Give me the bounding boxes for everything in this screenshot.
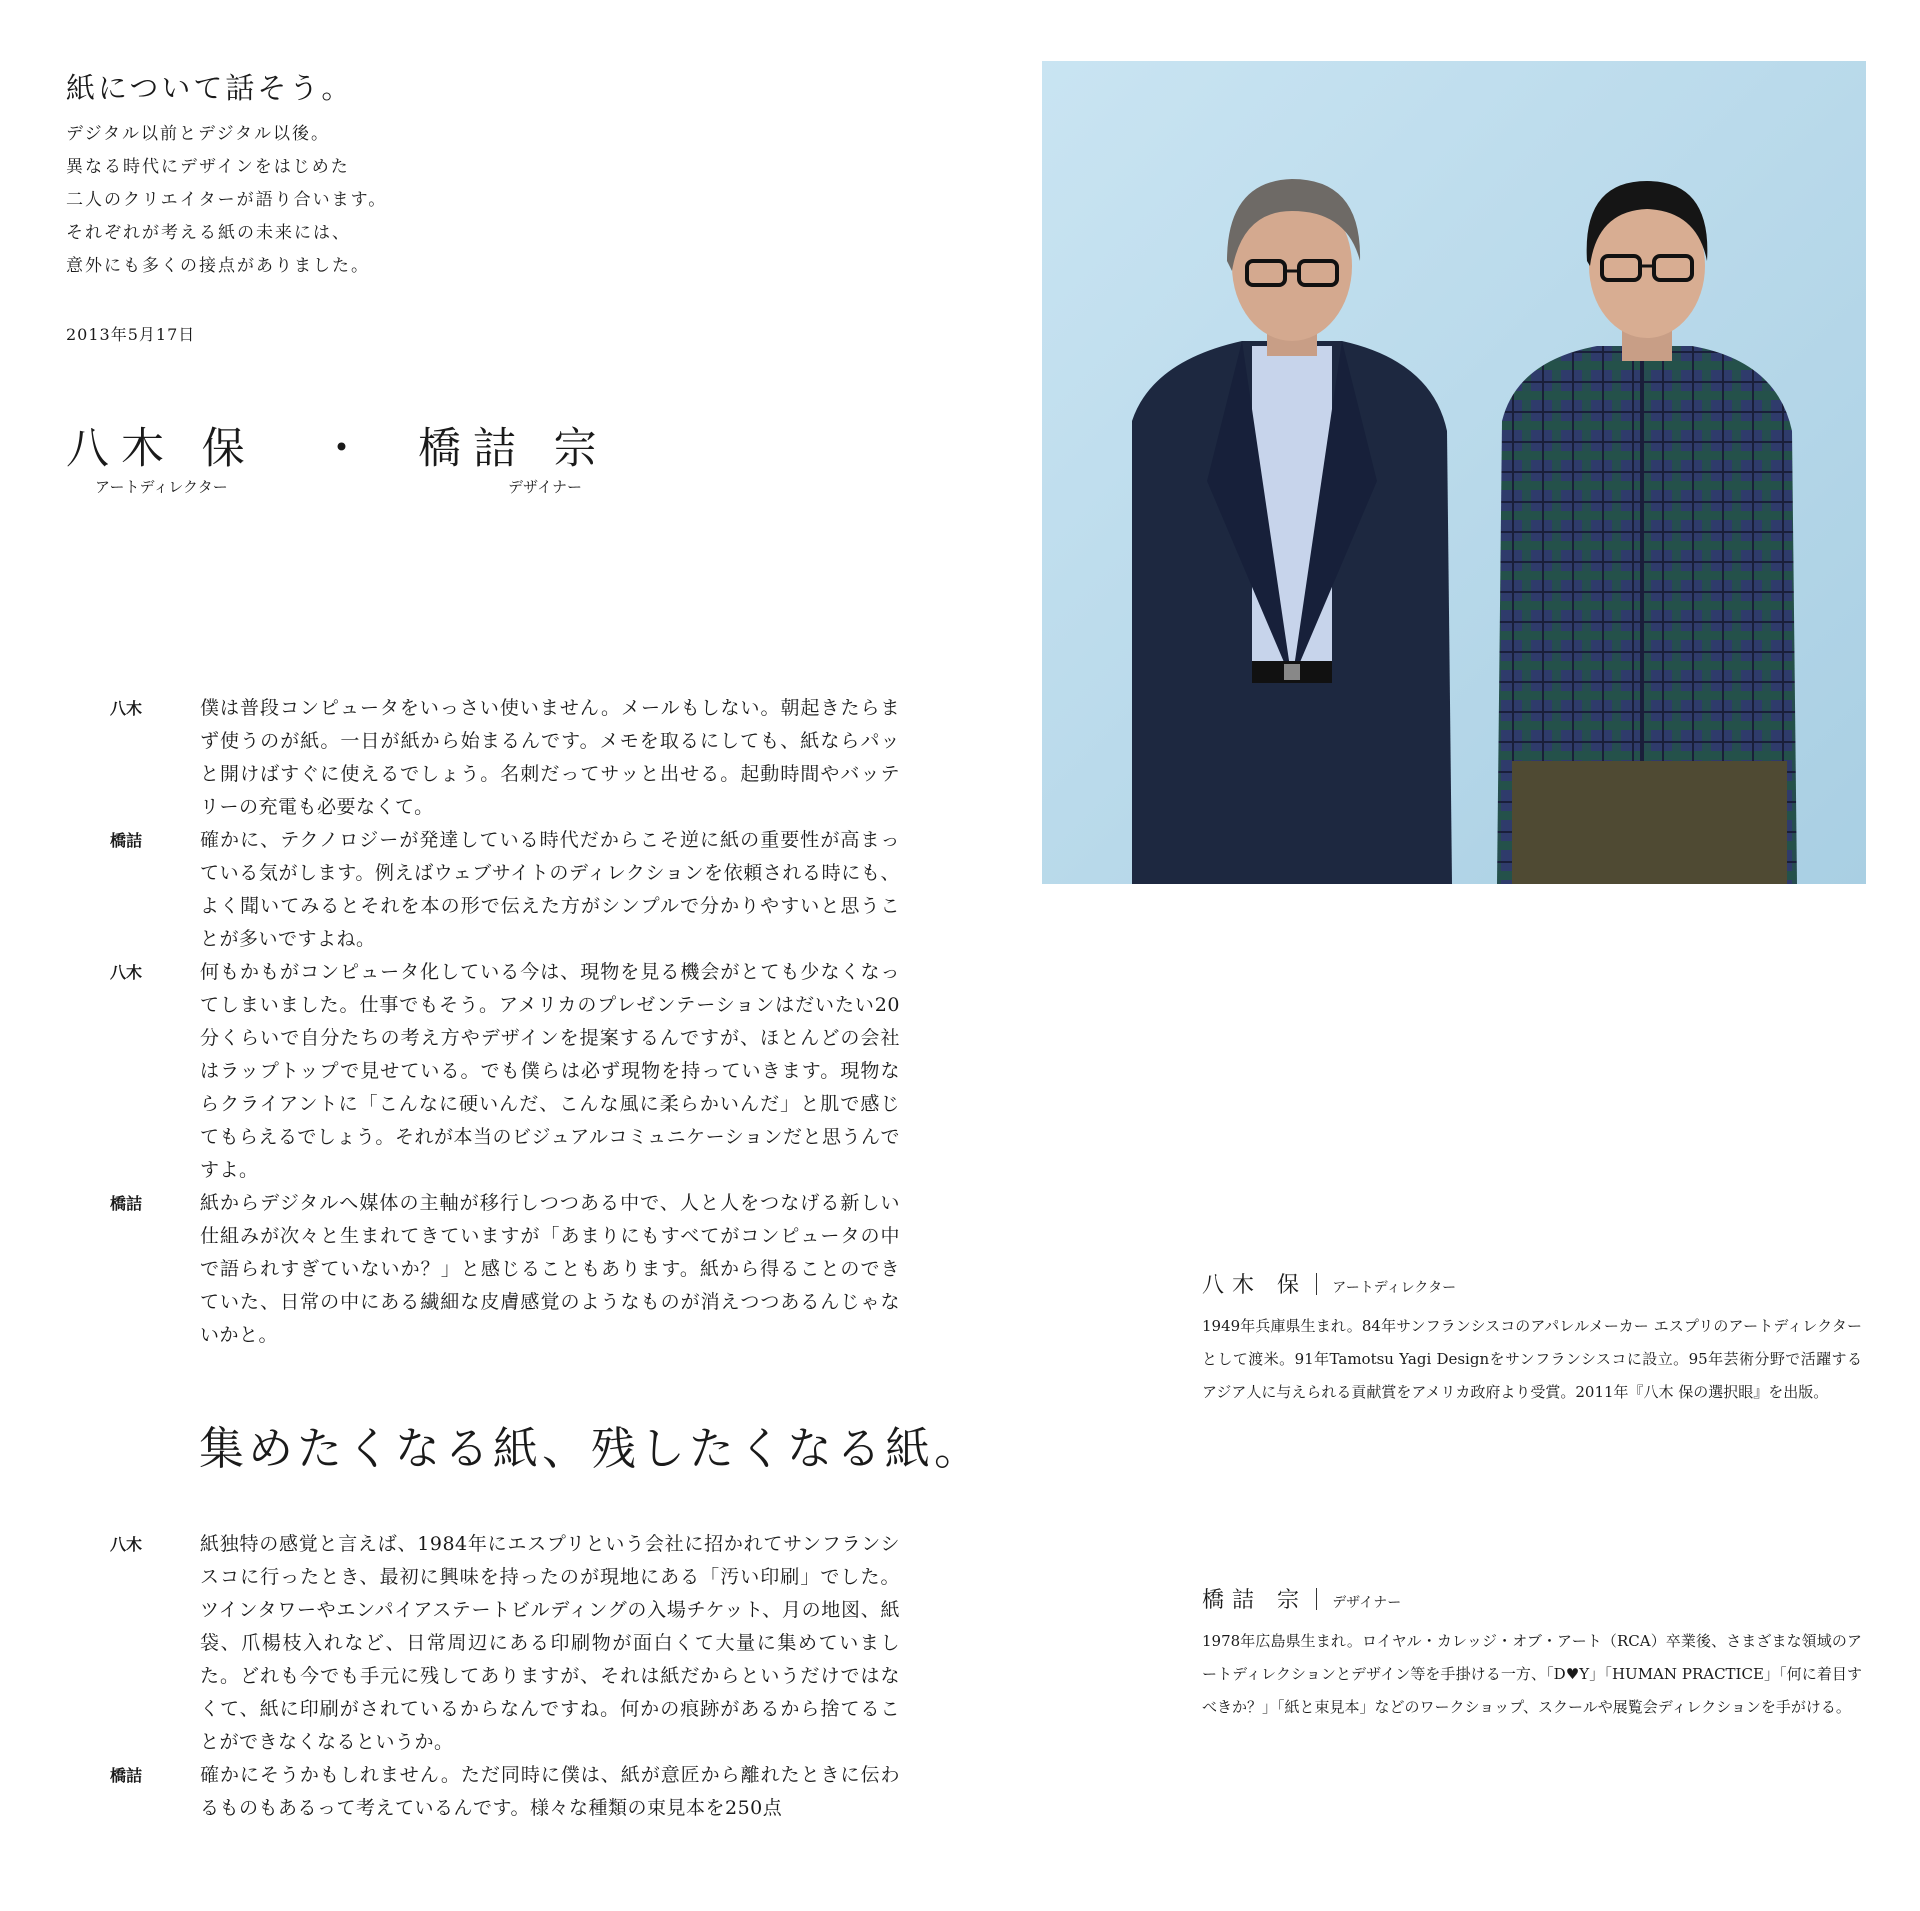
bio-header (1202, 1583, 1862, 1619)
dialogue-text: 紙からデジタルへ媒体の主軸が移行しつつある中で、人と人をつなげる新しい仕組みが次々と生まれてきていますが「あまりにもすべてがコンピュータの中で語られすぎていないか？」と感じることもあります。紙から得ることのできていた、日常の中にある繊細な皮膚感覚のようなものが消えつつあるんじゃないかと。 (200, 1192, 900, 1346)
person-role-hashizume: デザイナー (508, 478, 582, 496)
portrait-illustration (1042, 61, 1866, 884)
bio-yagi (1202, 1268, 1862, 1409)
bio-hashizume (1202, 1583, 1862, 1724)
bio-divider (1316, 1588, 1317, 1610)
lead-line: 意外にも多くの接点がありました。 (66, 256, 370, 276)
person-name-hashizume: 橋詰 宗 (418, 424, 609, 474)
speaker-label: 橋詰 (110, 1766, 143, 1785)
bio-name: 八木 保 (1202, 1273, 1307, 1298)
dialogue-turn (110, 1187, 900, 1352)
speaker-label: 八木 (110, 699, 143, 718)
dialogue-text: 確かにそうかもしれません。ただ同時に僕は、紙が意匠から離れたときに伝わるものもあるって考えているんです。様々な種類の束見本を250点 (200, 1764, 900, 1819)
lead-text (66, 118, 466, 283)
bio-header (1202, 1268, 1862, 1304)
person-role-yagi: アートディレクター (95, 478, 228, 496)
bio-role: デザイナー (1332, 1595, 1402, 1611)
dialogue-turn (110, 956, 900, 1187)
article-date: 2013年5月17日 (66, 325, 196, 344)
dialogue-turn (110, 1528, 900, 1759)
lead-line: デジタル以前とデジタル以後。 (66, 124, 330, 144)
dialogue-text: 確かに、テクノロジーが発達している時代だからこそ逆に紙の重要性が高まっている気がします。例えばウェブサイトのディレクションを依頼される時にも、よく聞いてみるとそれを本の形で伝えた方がシンプルで分かりやすいと思うことが多いですよね。 (200, 829, 900, 950)
bio-name: 橋詰 宗 (1202, 1588, 1307, 1613)
dialogue-section (110, 1528, 900, 1825)
portrait-photo (1042, 61, 1866, 884)
section-subheading: 集めたくなる紙、残したくなる紙。 (199, 1422, 984, 1475)
dialogue-turn (110, 824, 900, 956)
lead-line: それぞれが考える紙の未来には、 (66, 223, 351, 243)
bio-role: アートディレクター (1332, 1280, 1457, 1296)
bio-text: 1949年兵庫県生まれ。84年サンフランシスコのアパレルメーカー エスプリのアートディレクターとして渡米。91年Tamotsu Yagi Designをサンフランシスコに設立。95年芸術分野で活躍するアジア人に与えられる貢献賞をアメリカ政府より受賞。2011年『八木 保の選択眼』を出版。 (1202, 1317, 1862, 1401)
lead-line: 二人のクリエイターが語り合います。 (66, 190, 388, 210)
dialogue-text: 紙独特の感覚と言えば、1984年にエスプリという会社に招かれてサンフランシスコに行ったとき、最初に興味を持ったのが現地にある「汚い印刷」でした。ツインタワーやエンパイアステートビルディングの入場チケット、月の地図、紙袋、爪楊枝入れなど、日常周辺にある印刷物が面白くて大量に集めていました。どれも今でも手元に残してありますが、それは紙だからというだけではなくて、紙に印刷がされているからなんですね。何かの痕跡があるから捨てることができなくなるというか。 (200, 1533, 900, 1753)
bio-text: 1978年広島県生まれ。ロイヤル・カレッジ・オブ・アート（RCA）卒業後、さまざまな領域のアートディレクションとデザイン等を手掛ける一方、「D♥Y」「HUMAN PRACTICE」「何に着目すべきか？」「紙と束見本」などのワークショップ、スクールや展覧会ディレクションを手がける。 (1202, 1632, 1862, 1716)
bio-divider (1316, 1273, 1317, 1295)
speaker-label: 橋詰 (110, 831, 143, 850)
page-title: 紙について話そう。 (66, 71, 354, 105)
person-name-yagi: 八木 保 (66, 424, 257, 474)
speaker-label: 橋詰 (110, 1194, 143, 1213)
dialogue-text: 僕は普段コンピュータをいっさい使いません。メールもしない。朝起きたらまず使うのが紙。一日が紙から始まるんです。メモを取るにしても、紙ならパッと開けばすぐに使えるでしょう。名刺だってサッと出せる。起動時間やバッテリーの充電も必要なくて。 (200, 697, 900, 818)
name-separator: ・ (320, 424, 363, 474)
dialogue-section (110, 692, 900, 1352)
speaker-label: 八木 (110, 1535, 143, 1554)
dialogue-text: 何もかもがコンピュータ化している今は、現物を見る機会がとても少なくなってしまいました。仕事でもそう。アメリカのプレゼンテーションはだいたい20分くらいで自分たちの考え方やデザインを提案するんですが、ほとんどの会社はラップトップで見せている。でも僕らは必ず現物を持っていきます。現物ならクライアントに「こんなに硬いんだ、こんな風に柔らかいんだ」と肌で感じてもらえるでしょう。それが本当のビジュアルコミュニケーションだと思うんですよ。 (200, 961, 900, 1181)
dialogue-turn (110, 692, 900, 824)
lead-line: 異なる時代にデザインをはじめた (66, 157, 350, 177)
speaker-label: 八木 (110, 963, 143, 982)
dialogue-turn (110, 1759, 900, 1825)
